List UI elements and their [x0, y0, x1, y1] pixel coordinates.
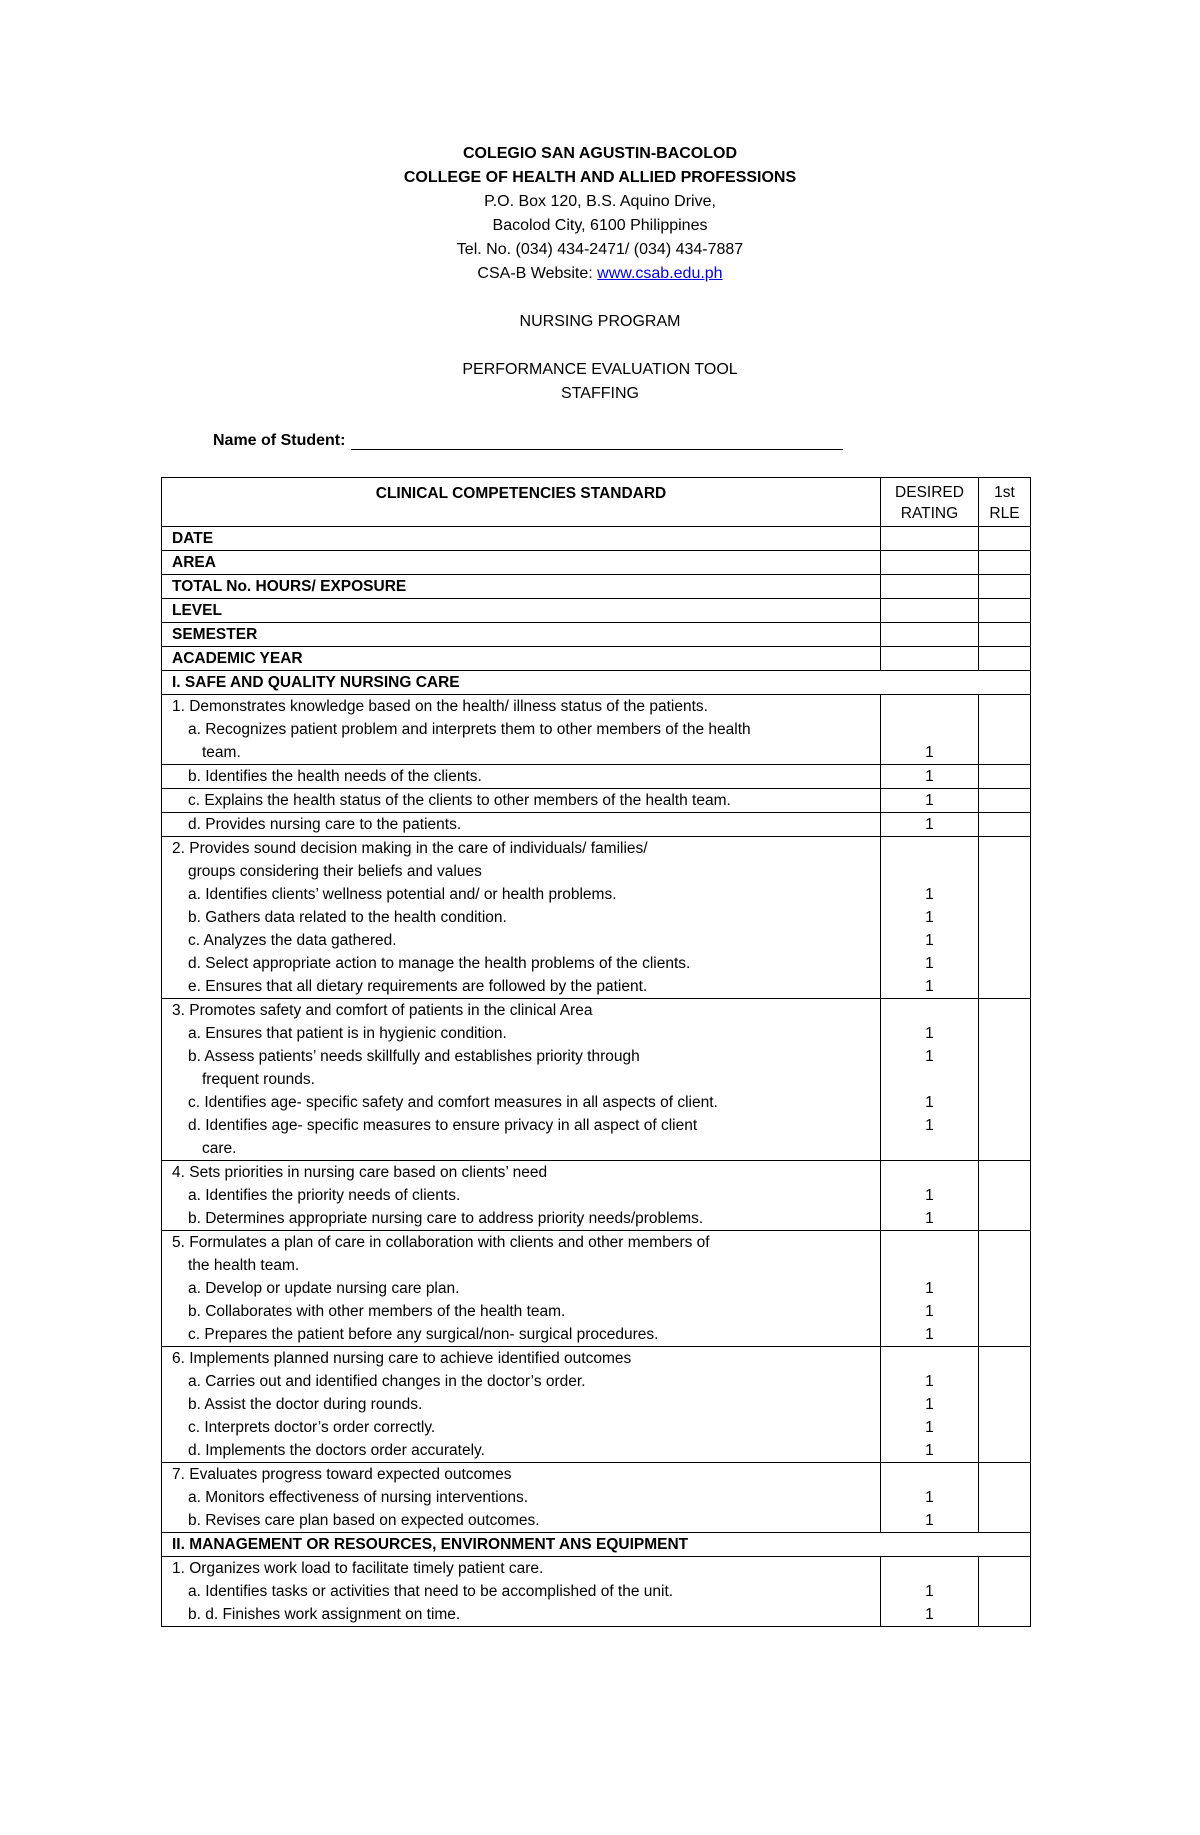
section-row — [162, 671, 1031, 695]
rating-value: 1 — [881, 789, 979, 813]
competency-row — [162, 813, 1031, 837]
competency-title: 1. Demonstrates knowledge based on the health/ illness status of the patients. — [172, 698, 708, 715]
rle-cell[interactable] — [978, 1557, 1030, 1627]
rating-value: 1 — [881, 765, 979, 789]
row-label: DATE — [162, 527, 881, 551]
rating-value: 1 — [925, 1187, 934, 1204]
info-row-semester — [162, 623, 1031, 647]
item-text: a. Ensures that patient is in hygienic condition. — [188, 1025, 507, 1042]
rating-value: 1 — [925, 1280, 934, 1297]
row-label: ACADEMIC YEAR — [162, 647, 881, 671]
competency-row — [162, 789, 1031, 813]
competency-row — [162, 1231, 1031, 1347]
item-text: b. Assist the doctor during rounds. — [188, 1396, 423, 1413]
item-text: c. Identifies age- specific safety and comfort measures in all aspects of client. — [188, 1094, 718, 1111]
desired-rating-cell — [881, 999, 979, 1161]
rle-cell[interactable] — [978, 1231, 1030, 1347]
rle-cell[interactable] — [978, 695, 1030, 765]
rating-value: 1 — [881, 813, 979, 837]
desired-rating-cell — [881, 1161, 979, 1231]
cell-blank[interactable] — [978, 647, 1030, 671]
competency-title: 5. Formulates a plan of care in collaboration with clients and other members of — [172, 1234, 710, 1251]
item-text: d. Provides nursing care to the patients. — [188, 816, 462, 833]
item-text: d. Implements the doctors order accurately. — [188, 1442, 485, 1459]
cell-blank[interactable] — [978, 551, 1030, 575]
rle-cell[interactable] — [978, 999, 1030, 1161]
item-text: d. Identifies age- specific measures to ensure privacy in all aspect of client — [188, 1117, 698, 1134]
program-name: NURSING PROGRAM — [519, 313, 681, 330]
item-text: c. Explains the health status of the clients to other members of the health team. — [188, 792, 731, 809]
rating-value: 1 — [925, 1025, 934, 1042]
header-desired-rating: DESIRED RATING — [881, 478, 979, 527]
rle-cell[interactable] — [978, 1463, 1030, 1533]
row-label: SEMESTER — [162, 623, 881, 647]
item-text: c. Interprets doctor’s order correctly. — [188, 1419, 436, 1436]
item-text-cont: frequent rounds. — [202, 1071, 315, 1088]
competency-title: 6. Implements planned nursing care to achieve identified outcomes — [172, 1350, 632, 1367]
evaluation-table — [161, 477, 1031, 1627]
cell-blank[interactable] — [978, 575, 1030, 599]
competency-row — [162, 1161, 1031, 1231]
desired-rating-cell — [881, 1463, 979, 1533]
cell-blank[interactable] — [881, 575, 979, 599]
competency-row — [162, 765, 1031, 789]
cell-blank[interactable] — [881, 551, 979, 575]
info-row-academic-year — [162, 647, 1031, 671]
competency-title: 1. Organizes work load to facilitate timely patient care. — [172, 1560, 544, 1577]
rating-value: 1 — [925, 1606, 934, 1623]
info-row-level — [162, 599, 1031, 623]
rating-value: 1 — [925, 1489, 934, 1506]
rating-value: 1 — [925, 1117, 934, 1134]
section-row — [162, 1533, 1031, 1557]
rle-cell[interactable] — [978, 837, 1030, 999]
competency-title-cont: groups considering their beliefs and values — [188, 863, 482, 880]
cell-blank[interactable] — [881, 647, 979, 671]
competency-text — [162, 999, 881, 1161]
item-text: b. Revises care plan based on expected outcomes. — [188, 1512, 540, 1529]
info-row-area — [162, 551, 1031, 575]
rle-cell[interactable] — [978, 813, 1030, 837]
competency-title: 7. Evaluates progress toward expected outcomes — [172, 1466, 512, 1483]
competency-text — [162, 1231, 881, 1347]
table-header-row — [162, 478, 1031, 527]
row-label: AREA — [162, 551, 881, 575]
rle-cell[interactable] — [978, 1161, 1030, 1231]
item-text: d. Select appropriate action to manage the health problems of the clients. — [188, 955, 691, 972]
address-line-2: Bacolod City, 6100 Philippines — [492, 217, 708, 234]
competency-text — [162, 765, 881, 789]
competency-title: 3. Promotes safety and comfort of patients in the clinical Area — [172, 1002, 593, 1019]
competency-text — [162, 1161, 881, 1231]
info-row-date — [162, 527, 1031, 551]
competency-row — [162, 1347, 1031, 1463]
rating-value: 1 — [925, 1326, 934, 1343]
rating-value: 1 — [925, 1442, 934, 1459]
rating-value: 1 — [925, 1048, 934, 1065]
desired-rating-cell — [881, 1231, 979, 1347]
cell-blank[interactable] — [881, 527, 979, 551]
item-text: c. Prepares the patient before any surgical/non- surgical procedures. — [188, 1326, 659, 1343]
rating-value: 1 — [925, 1396, 934, 1413]
row-label: TOTAL No. HOURS/ EXPOSURE — [162, 575, 881, 599]
student-name-line[interactable] — [351, 433, 843, 450]
rating-value: 1 — [925, 1210, 934, 1227]
desired-rating-cell — [881, 695, 979, 765]
desired-rating-cell — [881, 1557, 979, 1627]
student-name-label: Name of Student: — [213, 432, 346, 449]
item-text: e. Ensures that all dietary requirements are followed by the patient. — [188, 978, 648, 995]
rle-cell[interactable] — [978, 789, 1030, 813]
competency-text — [162, 813, 881, 837]
competency-title: 2. Provides sound decision making in the care of individuals/ families/ — [172, 840, 648, 857]
competency-row — [162, 1557, 1031, 1627]
item-text: b. Determines appropriate nursing care to address priority needs/problems. — [188, 1210, 704, 1227]
rating-value: 1 — [925, 909, 934, 926]
competency-text — [162, 695, 881, 765]
school-name: COLEGIO SAN AGUSTIN-BACOLOD — [462, 145, 738, 162]
competency-row — [162, 837, 1031, 999]
rating-value: 1 — [925, 955, 934, 972]
website-label: CSA-B Website: — [477, 265, 598, 282]
header-first-rle: 1st RLE — [978, 478, 1030, 527]
website-line — [0, 262, 1200, 286]
cell-blank[interactable] — [881, 599, 979, 623]
desired-rating-cell — [881, 1347, 979, 1463]
cell-blank[interactable] — [881, 623, 979, 647]
competency-text — [162, 789, 881, 813]
competency-title-cont: the health team. — [188, 1257, 300, 1274]
address-line-1: P.O. Box 120, B.S. Aquino Drive, — [484, 193, 716, 210]
section-title: II. MANAGEMENT OR RESOURCES, ENVIRONMENT ANS EQUIPMENT — [162, 1533, 1031, 1557]
cell-blank[interactable] — [978, 599, 1030, 623]
item-text: b. Assess patients’ needs skillfully and establishes priority through — [188, 1048, 640, 1065]
college-name: COLLEGE OF HEALTH AND ALLIED PROFESSIONS — [403, 169, 797, 186]
competency-row — [162, 695, 1031, 765]
rle-cell[interactable] — [978, 765, 1030, 789]
rating-value: 1 — [925, 1512, 934, 1529]
competency-text — [162, 1347, 881, 1463]
item-text-cont: team. — [202, 744, 241, 761]
rating-value: 1 — [925, 932, 934, 949]
rating-value: 1 — [925, 1373, 934, 1390]
item-text: a. Identifies the priority needs of clients. — [188, 1187, 461, 1204]
student-name-field[interactable] — [213, 432, 843, 450]
item-text: a. Monitors effectiveness of nursing interventions. — [188, 1489, 529, 1506]
rating-value: 1 — [925, 744, 934, 761]
item-text: b. Gathers data related to the health condition. — [188, 909, 507, 926]
item-text-cont: care. — [202, 1140, 237, 1157]
rating-value: 1 — [925, 1094, 934, 1111]
rle-cell[interactable] — [978, 1347, 1030, 1463]
competency-row — [162, 999, 1031, 1161]
info-row-hours — [162, 575, 1031, 599]
item-text: b. Identifies the health needs of the clients. — [188, 768, 482, 785]
item-text: b. Collaborates with other members of the health team. — [188, 1303, 566, 1320]
item-text: a. Identifies tasks or activities that need to be accomplished of the unit. — [188, 1583, 674, 1600]
competency-text — [162, 1463, 881, 1533]
competency-row — [162, 1463, 1031, 1533]
row-label: LEVEL — [162, 599, 881, 623]
cell-blank[interactable] — [978, 527, 1030, 551]
rating-value: 1 — [925, 1419, 934, 1436]
rating-value: 1 — [925, 1303, 934, 1320]
desired-rating-cell — [881, 837, 979, 999]
competency-text — [162, 837, 881, 999]
document-header — [0, 142, 1200, 406]
header-standard: CLINICAL COMPETENCIES STANDARD — [162, 478, 881, 527]
item-text: a. Identifies clients’ wellness potential and/ or health problems. — [188, 886, 617, 903]
rating-value: 1 — [925, 886, 934, 903]
item-text: a. Carries out and identified changes in the doctor’s order. — [188, 1373, 586, 1390]
website-link[interactable]: www.csab.edu.ph — [597, 265, 723, 282]
competency-text — [162, 1557, 881, 1627]
telephone: Tel. No. (034) 434-2471/ (034) 434-7887 — [456, 241, 744, 258]
tool-title: PERFORMANCE EVALUATION TOOL — [462, 361, 738, 378]
item-text: c. Analyzes the data gathered. — [188, 932, 397, 949]
rating-value: 1 — [925, 1583, 934, 1600]
cell-blank[interactable] — [978, 623, 1030, 647]
section-title: I. SAFE AND QUALITY NURSING CARE — [162, 671, 1031, 695]
tool-subtitle: STAFFING — [561, 385, 639, 402]
item-text: b. d. Finishes work assignment on time. — [188, 1606, 461, 1623]
item-text: a. Recognizes patient problem and interprets them to other members of the health — [188, 721, 751, 738]
rating-value: 1 — [925, 978, 934, 995]
item-text: a. Develop or update nursing care plan. — [188, 1280, 460, 1297]
competency-title: 4. Sets priorities in nursing care based on clients’ need — [172, 1164, 548, 1181]
